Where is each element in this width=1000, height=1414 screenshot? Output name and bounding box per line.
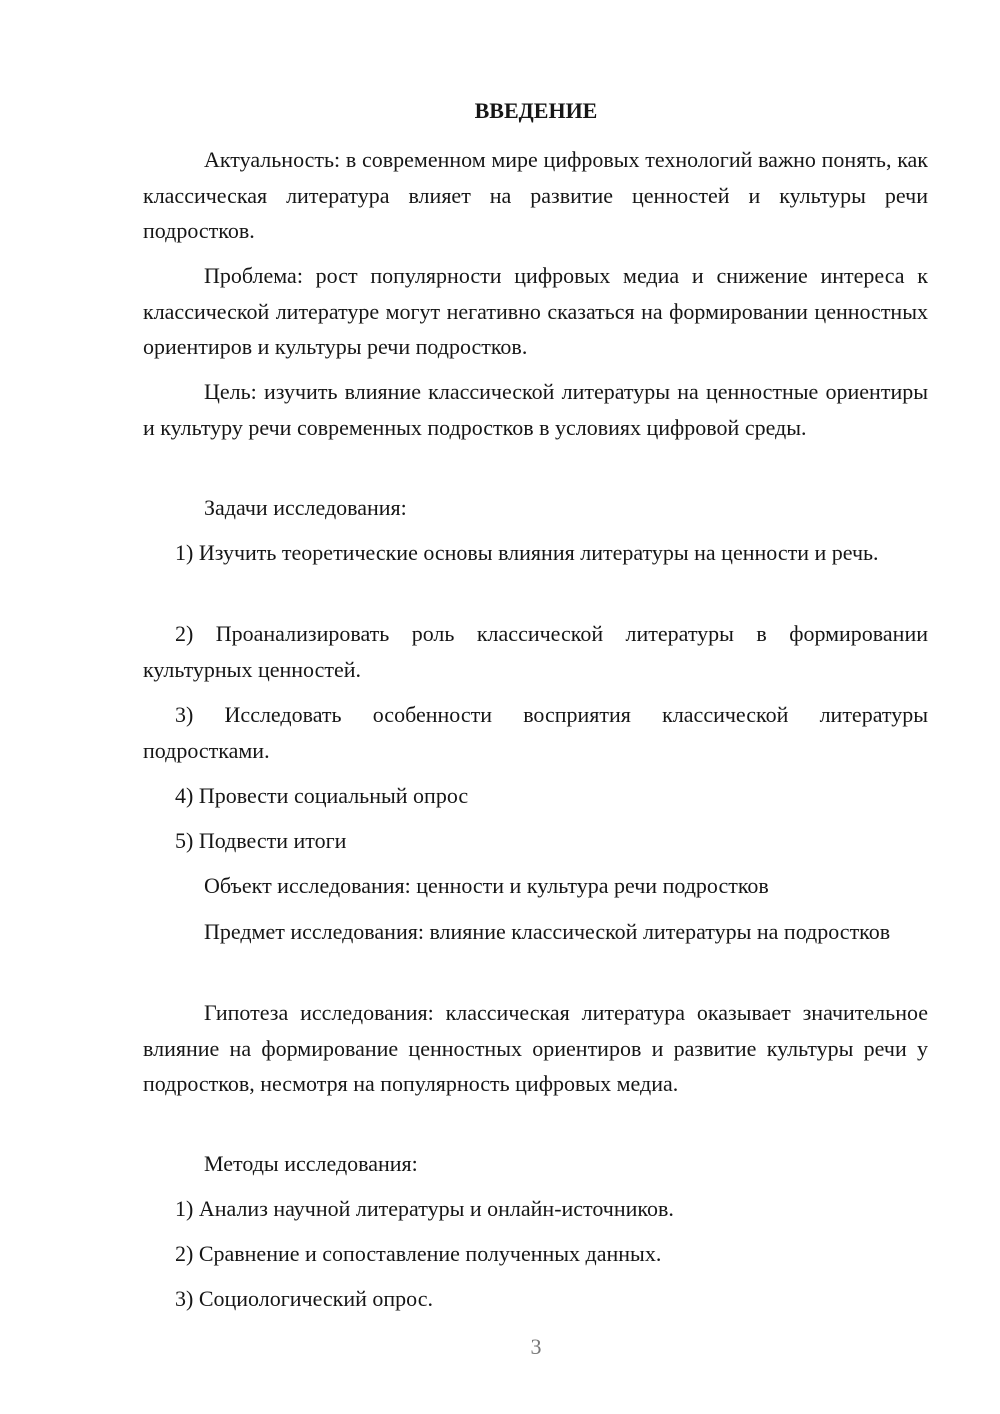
task-item-5: 5) Подвести итоги	[175, 828, 347, 853]
subject-paragraph: Предмет исследования: влияние классической литературы на подростков	[204, 919, 891, 944]
section-heading: ВВЕДЕНИЕ	[474, 98, 598, 123]
task-item-1: 1) Изучить теоретические основы влияния литературы на ценности и речь.	[175, 540, 879, 565]
problem-paragraph: Проблема: рост популярности цифровых медиа и снижение интереса к классической литературе могут негативно сказаться на формировании ценностных ориентиров и культуры речи подростков.	[143, 263, 928, 359]
object-paragraph: Объект исследования: ценности и культура речи подростков	[204, 873, 769, 898]
method-item-3: 3) Социологический опрос.	[175, 1286, 433, 1311]
method-item-2: 2) Сравнение и сопоставление полученных данных.	[175, 1241, 662, 1266]
task-item-2: 2) Проанализировать роль классической литературы в формировании культурных ценностей.	[143, 621, 928, 682]
goal-paragraph: Цель: изучить влияние классической литературы на ценностные ориентиры и культуру речи современных подростков в условиях цифровой среды.	[143, 379, 928, 440]
methods-title: Методы исследования:	[204, 1151, 418, 1176]
relevance-paragraph: Актуальность: в современном мире цифровых технологий важно понять, как классическая литература влияет на развитие ценностей и культуры речи подростков.	[143, 147, 928, 243]
method-item-1: 1) Анализ научной литературы и онлайн-источников.	[175, 1196, 674, 1221]
page-number: 3	[530, 1334, 542, 1359]
hypothesis-paragraph: Гипотеза исследования: классическая литература оказывает значительное влияние на формирование ценностных ориентиров и развитие культуры речи у подростков, несмотря на популярность цифровых медиа.	[143, 1000, 928, 1096]
task-item-4: 4) Провести социальный опрос	[175, 783, 469, 808]
task-item-3: 3) Исследовать особенности восприятия классической литературы подростками.	[143, 702, 928, 763]
tasks-title: Задачи исследования:	[204, 495, 407, 520]
